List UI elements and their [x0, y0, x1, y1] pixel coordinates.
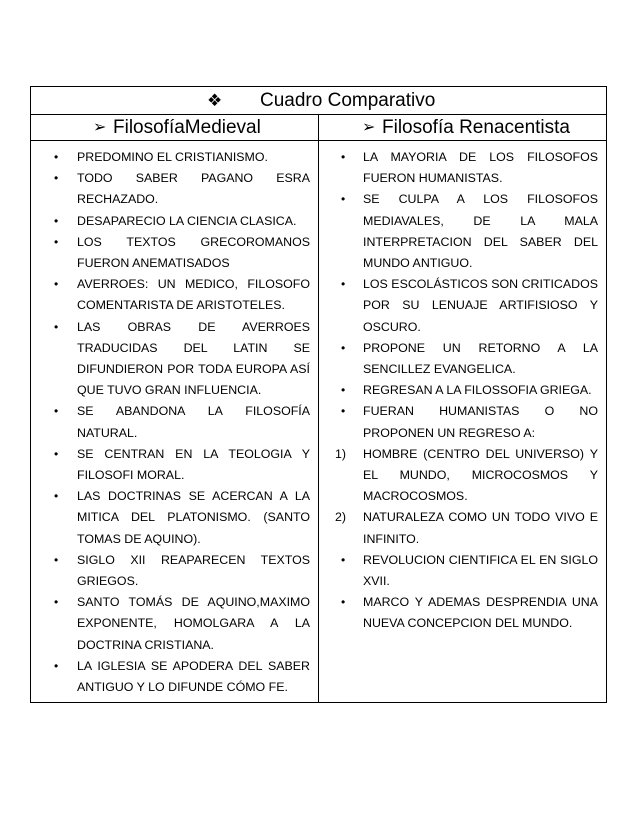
list-item [341, 401, 598, 443]
bullet-icon: • [341, 150, 346, 164]
bullet-icon: • [54, 277, 59, 292]
arrow-bullet-icon: ➢ [362, 119, 376, 136]
table-title: Cuadro Comparativo [260, 90, 436, 111]
bullet-icon: • [54, 489, 59, 504]
list-item [54, 232, 310, 274]
list-item-text: LAS DOCTRINAS SE ACERCAN A LA MITICA DEL PLATONISMO. (SANTO TOMAS DE AQUINO). [77, 489, 310, 546]
list-item-text: HOMBRE (CENTRO DEL UNIVERSO) Y EL MUNDO, MICROCOSMOS Y MACROCOSMOS. [363, 446, 598, 504]
bullet-icon: • [341, 552, 346, 567]
list-number: 2) [335, 510, 347, 525]
list-item [341, 592, 598, 634]
list-item-text: LA IGLESIA SE APODERA DEL SABER ANTIGUO Y LO DIFUNDE CÓMO FE. [77, 658, 310, 695]
list-item-text: REGRESAN A LA FILOSSOFIA GRIEGA. [363, 383, 592, 398]
list-item [54, 486, 310, 550]
list-item [54, 168, 310, 210]
bullet-icon: • [341, 595, 346, 610]
list-item [341, 338, 598, 380]
list-item-text: LOS ESCOLÁSTICOS SON CRITICADOS POR SU LENUAJE ARTIFISIOSO Y OSCURO. [363, 277, 598, 334]
list-item-text: DESAPARECIO LA CIENCIA CLASICA. [77, 213, 297, 228]
column-heading-renacentista [319, 115, 607, 141]
bullet-icon: • [54, 446, 59, 461]
comparison-table [30, 86, 607, 703]
bullet-icon: • [54, 658, 59, 673]
column-heading-label: Filosofía Renacentista [382, 117, 570, 138]
bullet-icon: • [341, 192, 346, 207]
list-item-text: SE CULPA A LOS FILOSOFOS MEDIAVALES, DE LA MALA INTERPRETACION DEL SABER DEL MUNDO ANTIGUO. [363, 192, 598, 271]
list-item-text: SANTO TOMÁS DE AQUINO,MAXIMO EXPONENTE, HOMOLGARA A LA DOCTRINA CRISTIANA. [77, 595, 310, 652]
list-item [54, 444, 310, 486]
list-item-text: MARCO Y ADEMAS DESPRENDIA UNA NUEVA CONCEPCION DEL MUNDO. [363, 595, 598, 631]
list-item [54, 317, 310, 402]
bullet-icon: • [54, 150, 59, 164]
column-heading-medieval [31, 115, 319, 141]
list-item [335, 507, 598, 549]
list-item [54, 147, 310, 168]
list-item [54, 211, 310, 232]
list-item-text: TODO SABER PAGANO ESRA RECHAZADO. [77, 171, 310, 207]
list-item [341, 147, 598, 189]
bullet-icon: • [54, 171, 59, 186]
list-item [341, 550, 598, 592]
list-item-text: SIGLO XII REAPARECEN TEXTOS GRIEGOS. [77, 552, 310, 589]
renacentista-list [319, 141, 606, 639]
arrow-bullet-icon: ➢ [93, 119, 107, 136]
bullet-icon: • [341, 277, 346, 292]
list-item [341, 189, 598, 274]
medieval-list [31, 141, 318, 702]
list-item [54, 401, 310, 443]
list-item [54, 274, 310, 316]
bullet-icon: • [54, 234, 59, 249]
table-title-row [31, 87, 607, 115]
list-item-text: FUERAN HUMANISTAS O NO PROPONEN UN REGRESO A: [363, 404, 598, 440]
list-item [54, 550, 310, 592]
list-item-text: LAS OBRAS DE AVERROES TRADUCIDAS DEL LATIN SE DIFUNDIERON POR TODA EUROPA ASÍ QUE TUVO GRAN INFLUENCIA. [77, 319, 310, 398]
list-item [54, 592, 310, 656]
bullet-icon: • [54, 404, 59, 419]
list-item-text: NATURALEZA COMO UN TODO VIVO E INFINITO. [363, 510, 598, 546]
column-heading-label: FilosofíaMedieval [113, 117, 261, 138]
bullet-icon: • [54, 552, 59, 567]
medieval-column [31, 141, 319, 703]
list-item-text: PROPONE UN RETORNO A LA SENCILLEZ EVANGELICA. [363, 340, 598, 377]
list-item-text: SE ABANDONA LA FILOSOFÍA NATURAL. [77, 404, 310, 440]
list-item-text: PREDOMINO EL CRISTIANISMO. [77, 150, 268, 164]
list-item-text: AVERROES: UN MEDICO, FILOSOFO COMENTARISTA DE ARISTOTELES. [77, 277, 310, 313]
list-item-text: SE CENTRAN EN LA TEOLOGIA Y FILOSOFI MORAL. [77, 446, 310, 483]
list-number: 1) [335, 446, 347, 461]
list-item [341, 274, 598, 338]
list-item [341, 380, 598, 401]
list-item-text: LOS TEXTOS GRECOROMANOS FUERON ANEMATISADOS [77, 234, 310, 271]
list-item-text: REVOLUCION CIENTIFICA EL EN SIGLO XVII. [363, 552, 598, 589]
list-item [335, 444, 598, 508]
bullet-icon: • [54, 319, 59, 334]
bullet-icon: • [54, 595, 59, 610]
renacentista-column [319, 141, 607, 703]
bullet-icon: • [54, 213, 59, 228]
bullet-icon: • [341, 383, 346, 398]
bullet-icon: • [341, 404, 346, 419]
bullet-icon: • [341, 340, 346, 355]
list-item-text: LA MAYORIA DE LOS FILOSOFOS FUERON HUMANISTAS. [363, 150, 598, 186]
list-item [54, 656, 310, 698]
diamond-bullet-icon: ❖ [207, 91, 223, 110]
